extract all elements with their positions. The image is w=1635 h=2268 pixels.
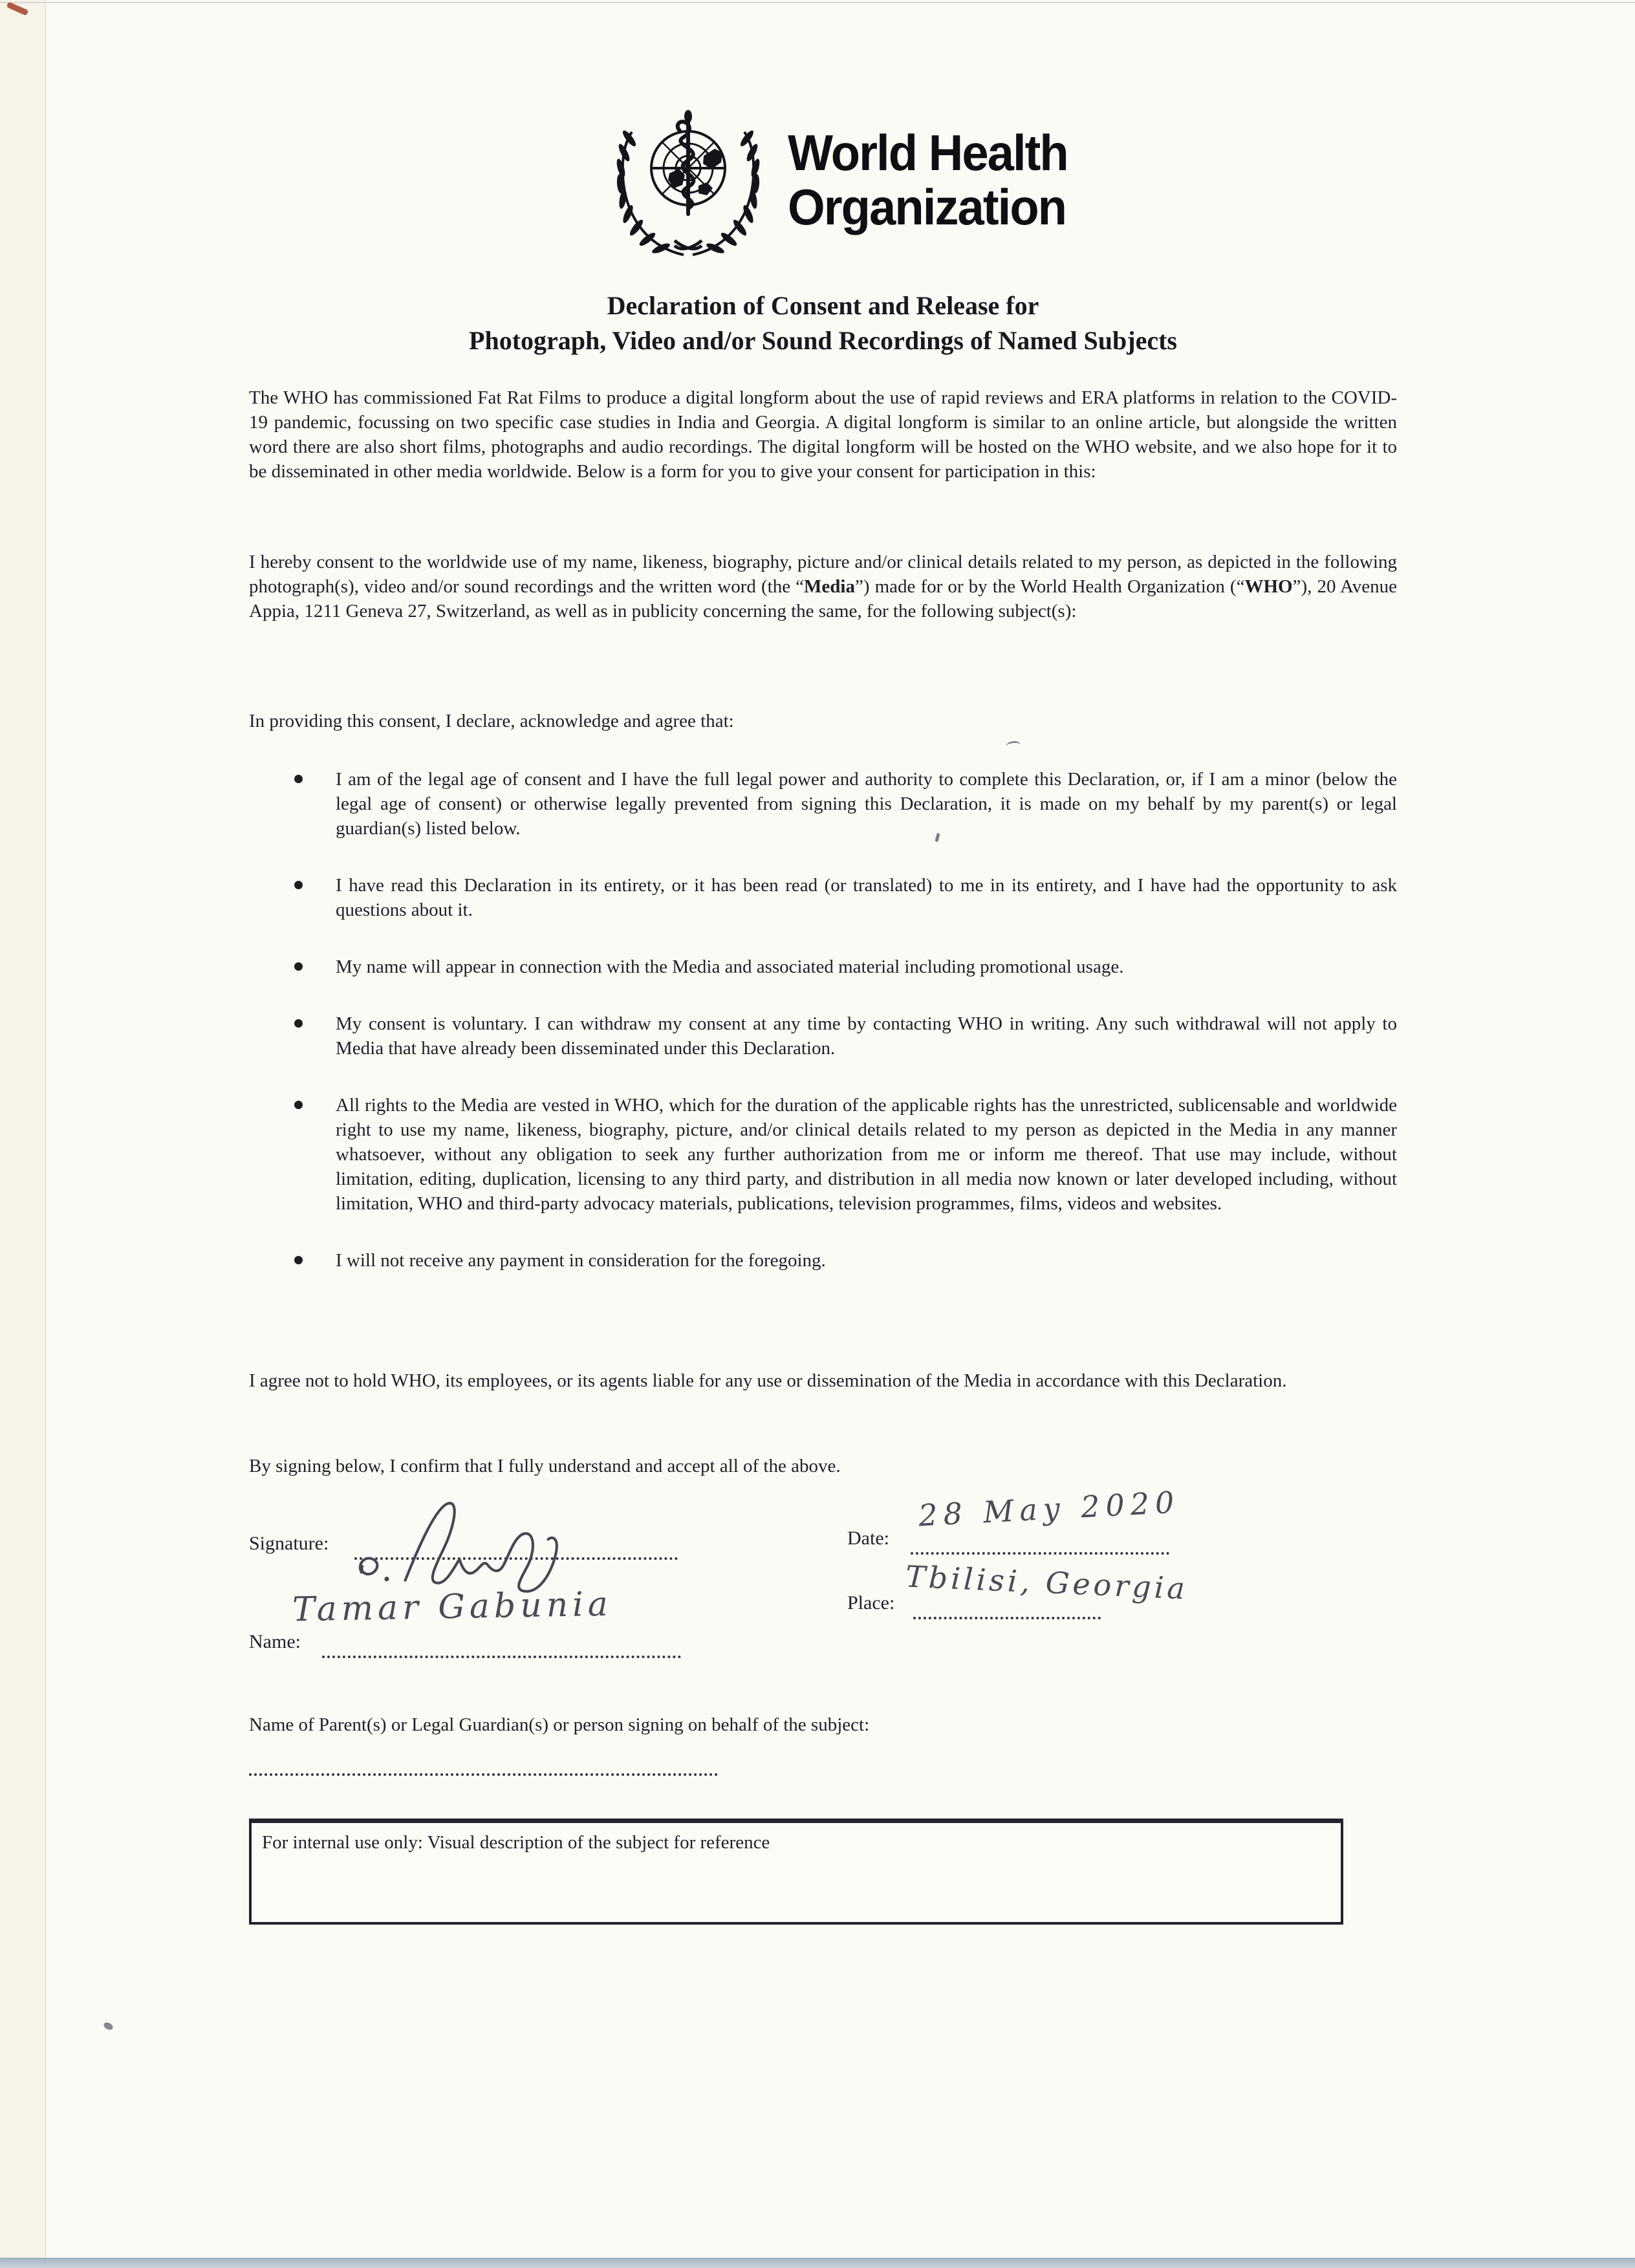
date-label: Date:	[847, 1528, 889, 1549]
name-line	[322, 1656, 681, 1658]
scan-speck	[103, 2021, 114, 2031]
consent-paragraph-bold-who: WHO	[1244, 576, 1293, 597]
consent-paragraph	[249, 550, 1397, 623]
consent-bullet-text: All rights to the Media are vested in WHO, which for the duration of the applicable rights has the unrestricted, sublicensable and worldwide right to use my name, likeness, biography, picture, and/or clinical details related to my person as depicted in the Media in any manner whatsoever, without any obligation to seek any further authorization from me or inform me thereof. That use may include, without limitation, editing, duplication, licensing to any third party, and distribution in all media now known or later developed including, without limitation, WHO and third-party advocacy materials, publications, television programmes, films, videos and websites.	[336, 1095, 1397, 1214]
who-emblem-icon	[607, 109, 770, 264]
bullet-item	[249, 873, 1397, 922]
document-title-line2: Photograph, Video and/or Sound Recordings of Named Subjects	[469, 326, 1177, 355]
consent-bullet-text: I am of the legal age of consent and I have the full legal power and authority to complete this Declaration, or, if I am a minor (below the legal age of consent) or otherwise legally prevented from signing this Declaration, it is made on my behalf by my parent(s) or legal guardian(s) listed below.	[336, 769, 1397, 839]
bullet-item	[249, 1093, 1397, 1216]
who-logotype-line2: Organization	[788, 178, 1067, 235]
consent-paragraph-part3: ”), 20 Avenue Appia, 1211 Geneva 27, Switzerland, as well as in publicity concerning the same, for the following subject(s):	[249, 576, 1397, 621]
parent-guardian-label: Name of Parent(s) or Legal Guardian(s) or person signing on behalf of the subject:	[249, 1714, 870, 1735]
handwritten-place: Tbilisi, Georgia	[905, 1559, 1189, 1606]
liability-paragraph: I agree not to hold WHO, its employees, or its agents liable for any use or dissemination of the Media in accordance with this Declaration.	[249, 1370, 1287, 1391]
scan-bottom-strip	[0, 2258, 1635, 2268]
signing-statement: By signing below, I confirm that I fully understand and accept all of the above.	[249, 1456, 841, 1476]
consent-bullet-list	[249, 767, 1397, 1305]
consent-bullet-text: My name will appear in connection with the Media and associated material including promotional usage.	[336, 956, 1124, 977]
declare-intro-line: In providing this consent, I declare, acknowledge and agree that:	[249, 711, 734, 731]
consent-paragraph-bold-media: Media	[804, 576, 855, 597]
signature-label: Signature:	[249, 1533, 329, 1554]
bullet-item	[249, 1011, 1397, 1061]
bullet-item	[249, 1248, 1397, 1273]
scan-left-edge	[0, 0, 46, 2268]
parent-guardian-line	[249, 1773, 718, 1776]
internal-use-box	[249, 1819, 1343, 1925]
place-label: Place:	[847, 1592, 895, 1614]
name-label: Name:	[249, 1631, 301, 1652]
internal-use-box-label: For internal use only: Visual description of the subject for reference	[262, 1832, 770, 1853]
bullet-item	[249, 767, 1397, 841]
scan-top-edge-line	[0, 2, 1635, 3]
document-title	[249, 288, 1397, 358]
consent-paragraph-part2: ”) made for or by the World Health Organization (“	[854, 576, 1245, 597]
intro-paragraph: The WHO has commissioned Fat Rat Films to produce a digital longform about the use of rapid reviews and ERA platforms in relation to the COVID-19 pandemic, focussing on two specific case studies in India and Georgia. A digital longform is similar to an online article, but alongside the written word there are also short films, photographs and audio recordings. The digital longform will be hosted on the WHO website, and we also hope for it to be disseminated in other media worldwide. Below is a form for you to give your consent for participation in this:	[249, 387, 1397, 482]
who-logotype	[788, 125, 1068, 234]
consent-paragraph-part1: I hereby consent to the worldwide use of my name, likeness, biography, picture and/or clinical details related to my person, as depicted in the following photograph(s), video and/or sound recordings and the written word (the “	[249, 552, 1397, 597]
consent-bullet-text: I will not receive any payment in consideration for the foregoing.	[336, 1250, 826, 1271]
bullet-item	[249, 955, 1397, 979]
place-line	[913, 1617, 1101, 1619]
date-line	[911, 1552, 1169, 1555]
consent-bullet-text: My consent is voluntary. I can withdraw my consent at any time by contacting WHO in writing. Any such withdrawal will not apply to Media that have already been disseminated under this Declaration.	[336, 1013, 1397, 1059]
handwritten-date: 28 May 2020	[917, 1484, 1181, 1533]
scan-squiggle-mark	[1006, 740, 1021, 750]
document-title-line1: Declaration of Consent and Release for	[607, 291, 1039, 320]
who-logotype-line1: World Health	[788, 124, 1068, 181]
handwritten-name: Tamar Gabunia	[292, 1584, 613, 1630]
consent-bullet-text: I have read this Declaration in its entirety, or it has been read (or translated) to me in its entirety, and I have had the opportunity to ask questions about it.	[336, 875, 1397, 920]
